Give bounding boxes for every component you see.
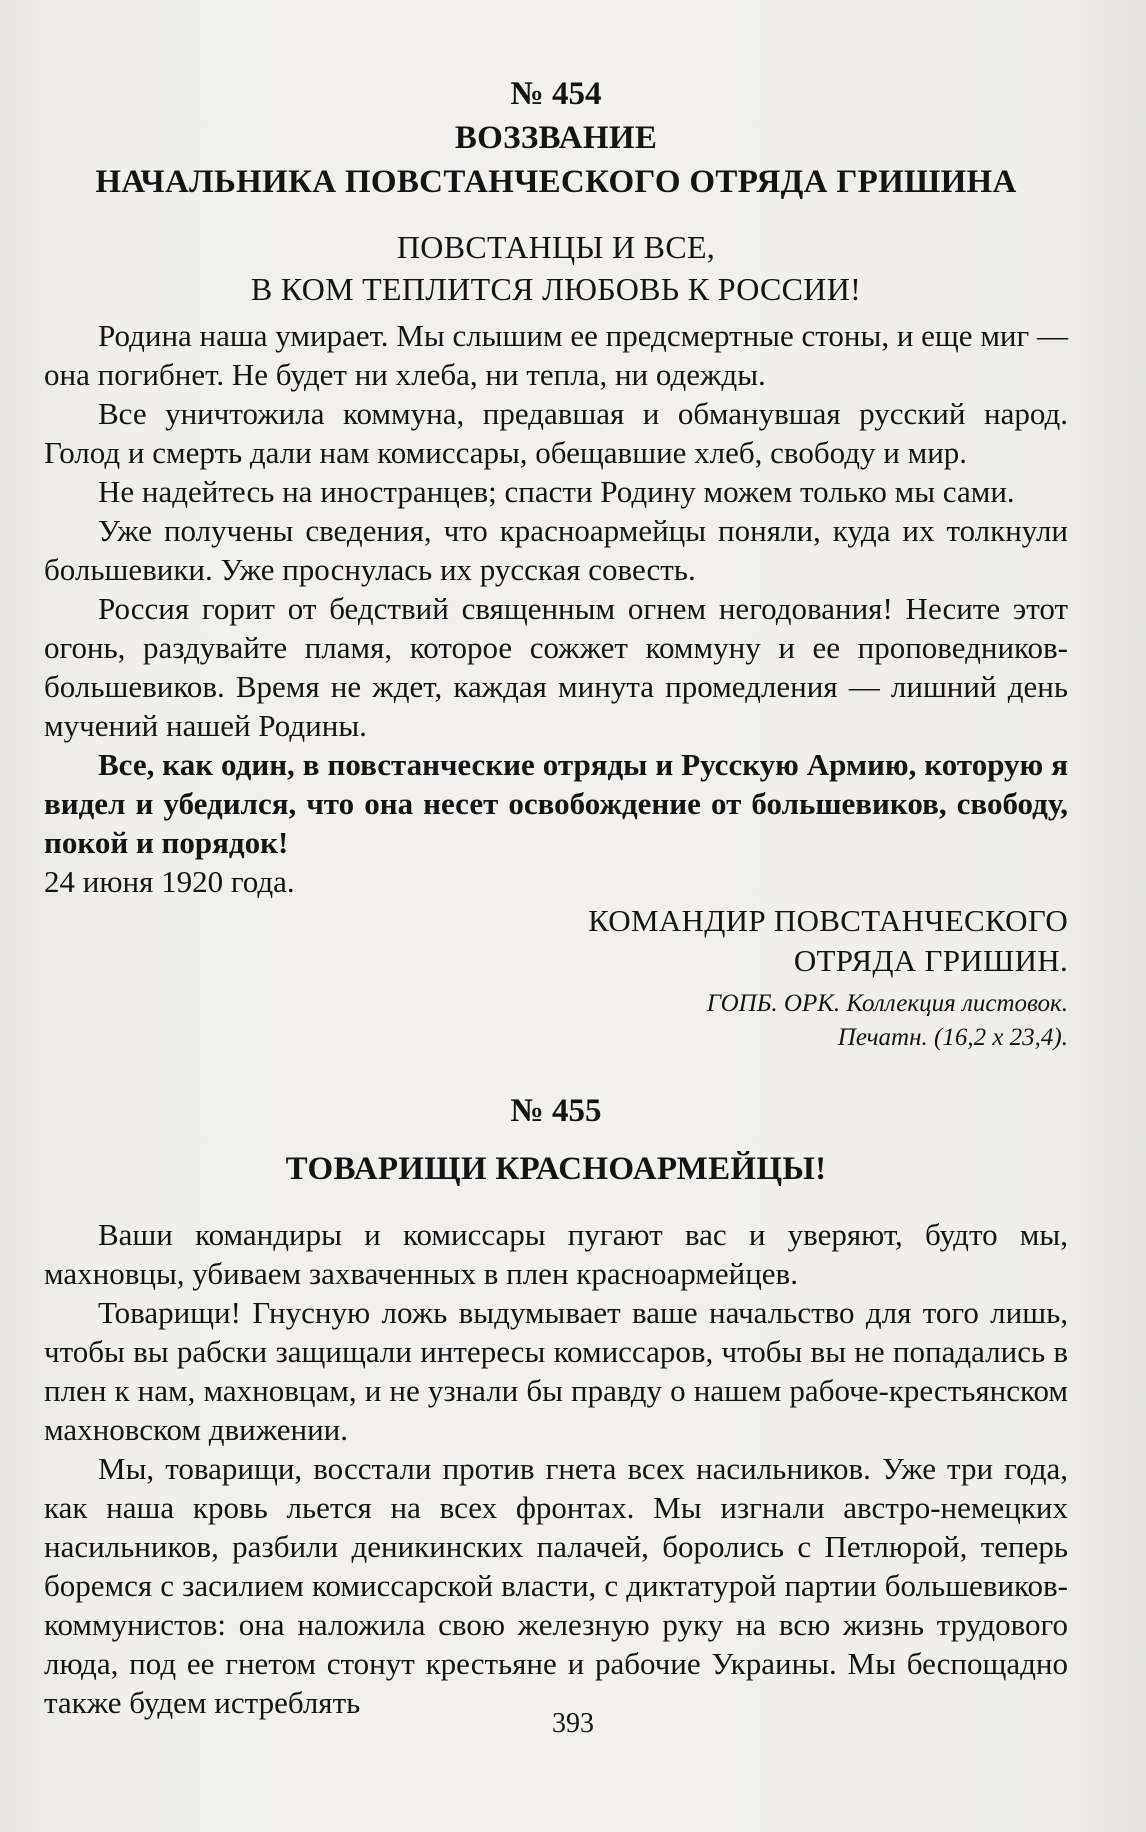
document-title-line-2: НАЧАЛЬНИКА ПОВСТАНЧЕСКОГО ОТРЯДА ГРИШИНА	[95, 164, 1017, 200]
paragraph: Россия горит от бедствий священным огнем негодования! Несите этот огонь, раздувайте пламя, которое сожжет коммуну и ее проповедников-большевиков. Время не ждет, каждая минута промедления — лишний день мучений нашей Родины.	[44, 591, 1068, 743]
appeal-heading: ПОВСТАНЦЫ И ВСЕ,	[396, 229, 716, 265]
appeal-heading-line-2: В КОМ ТЕПЛИТСЯ ЛЮБОВЬ К РОССИИ!	[250, 271, 862, 307]
paragraph: Не надейтесь на иностранцев; спасти Родину можем только мы сами.	[98, 474, 1015, 509]
paragraph: Мы, товарищи, восстали против гнета всех насильников. Уже три года, как наша кровь льется на всех фронтах. Мы изгнали австро-немецких насильников, разбили деникинских палачей, боролись с Петлюрой, теперь боремся с засилием комиссарской власти, с диктатурой партии большевиков-коммунистов: она наложила свою железную руку на всю жизнь трудового люда, под ее гнетом стонут крестьяне и рабочие Украины. Мы беспощадно также будем истреблять	[44, 1451, 1068, 1720]
paragraph: Товарищи! Гнусную ложь выдумывает ваше начальство для того лишь, чтобы вы рабски защищали интересы комиссаров, чтобы вы не попадались в плен к нам, махновцам, и не узнали бы правду о нашем рабоче-крестьянском махновском движении.	[44, 1295, 1068, 1447]
signature-line-2: ОТРЯДА ГРИШИН.	[793, 943, 1068, 978]
document-number: № 454	[510, 76, 602, 112]
document-date: 24 июня 1920 года.	[44, 864, 295, 899]
text-column	[44, 72, 1068, 1722]
paragraph: Все уничтожила коммуна, предавшая и обманувшая русский народ. Голод и смерть дали нам комиссары, обещавшие хлеб, свободу и мир.	[44, 396, 1068, 470]
paragraph: Уже получены сведения, что красноармейцы поняли, куда их толкнули большевики. Уже проснулась их русская совесть.	[44, 513, 1068, 587]
document-number: № 455	[510, 1093, 602, 1129]
paragraph: Родина наша умирает. Мы слышим ее предсмертные стоны, и еще миг — она погибнет. Не будет ни хлеба, ни тепла, ни одежды.	[44, 318, 1068, 392]
archive-source: ГОПБ. ОРК. Коллекция листовок.	[706, 990, 1068, 1017]
document-title: ВОЗЗВАНИЕ	[454, 120, 658, 156]
archive-source-format: Печатн. (16,2 х 23,4).	[837, 1024, 1068, 1051]
document-title: ТОВАРИЩИ КРАСНОАРМЕЙЦЫ!	[285, 1151, 827, 1187]
signature: КОМАНДИР ПОВСТАНЧЕСКОГО	[588, 903, 1068, 938]
page-number: 393	[552, 1708, 594, 1739]
bold-paragraph: Все, как один, в повстанческие отряды и Русскую Армию, которую я видел и убедился, что она несет освобождение от большевиков, свободу, покой и порядок!	[44, 747, 1068, 860]
paragraph: Ваши командиры и комиссары пугают вас и уверяют, будто мы, махновцы, убиваем захваченных в плен красноармейцев.	[44, 1217, 1068, 1291]
